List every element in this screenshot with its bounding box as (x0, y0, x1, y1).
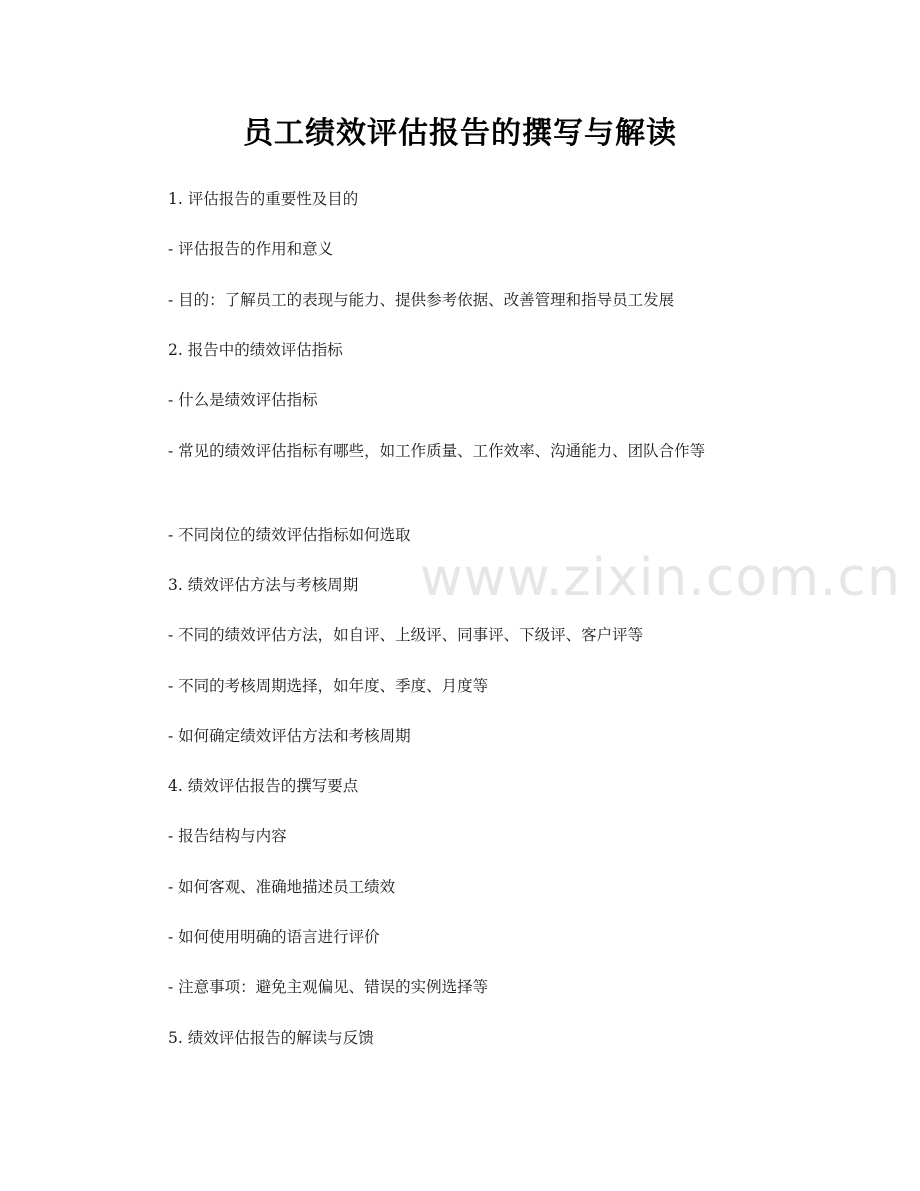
list-item: - 评估报告的作用和意义 (168, 240, 334, 258)
list-item: - 如何使用明确的语言进行评价 (168, 928, 380, 946)
section-heading-5: 5. 绩效评估报告的解读与反馈 (168, 1029, 374, 1047)
section-heading-4: 4. 绩效评估报告的撰写要点 (168, 777, 359, 795)
document-title: 员工绩效评估报告的撰写与解读 (243, 116, 677, 151)
list-item: - 如何客观、准确地描述员工绩效 (168, 878, 396, 896)
list-item: - 报告结构与内容 (168, 827, 287, 845)
section-heading-3: 3. 绩效评估方法与考核周期 (168, 576, 359, 594)
list-item: - 不同的考核周期选择，如年度、季度、月度等 (168, 677, 489, 695)
section-heading-2: 2. 报告中的绩效评估指标 (168, 341, 343, 359)
list-item: - 常见的绩效评估指标有哪些，如工作质量、工作效率、沟通能力、团队合作等 (168, 442, 706, 460)
list-item: - 目的：了解员工的表现与能力、提供参考依据、改善管理和指导员工发展 (168, 291, 675, 309)
list-item: - 注意事项：避免主观偏见、错误的实例选择等 (168, 978, 489, 996)
watermark: www.zixin.com.cn (420, 548, 901, 608)
list-item: - 不同的绩效评估方法，如自评、上级评、同事评、下级评、客户评等 (168, 626, 644, 644)
section-heading-1: 1. 评估报告的重要性及目的 (168, 190, 359, 208)
list-item: - 不同岗位的绩效评估指标如何选取 (168, 526, 411, 544)
list-item: - 什么是绩效评估指标 (168, 391, 318, 409)
list-item: - 如何确定绩效评估方法和考核周期 (168, 727, 411, 745)
